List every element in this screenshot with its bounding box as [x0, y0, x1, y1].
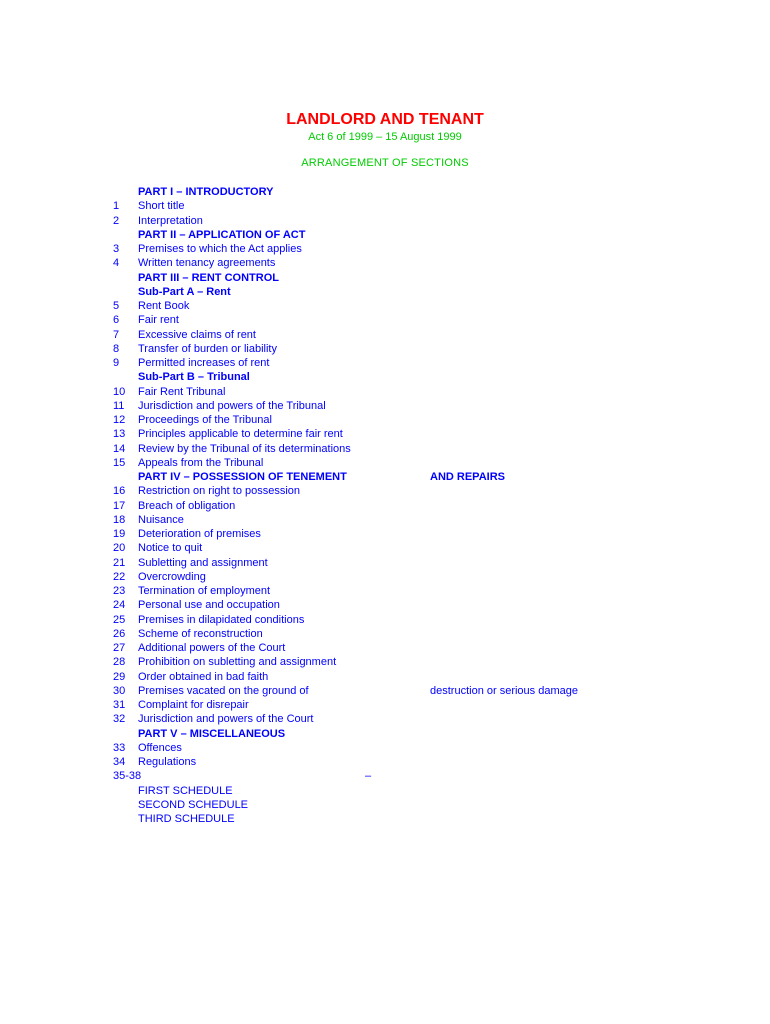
section-title: Interpretation: [138, 214, 203, 227]
section-title: PART IV – POSSESSION OF TENEMENT: [138, 471, 347, 483]
toc-section-row[interactable]: [0, 299, 770, 313]
toc-section-row[interactable]: [0, 812, 770, 826]
section-number: 10: [113, 385, 126, 398]
section-title: Appeals from the Tribunal: [138, 456, 264, 469]
section-title: Deterioration of premises: [138, 528, 261, 540]
section-title: SECOND SCHEDULE: [138, 798, 249, 811]
toc-section-row[interactable]: [0, 427, 770, 441]
section-number: 2: [113, 214, 120, 227]
toc-section-row[interactable]: [0, 214, 770, 228]
section-number: 18: [113, 513, 126, 526]
toc-section-row[interactable]: [0, 556, 770, 570]
section-title: Subletting and assignment: [138, 556, 268, 569]
toc-section-row[interactable]: [0, 712, 770, 726]
section-title: Order obtained in bad faith: [138, 670, 269, 683]
table-of-contents: [0, 185, 770, 826]
section-number: 28: [113, 656, 126, 669]
section-number: 20: [113, 542, 126, 555]
toc-section-row[interactable]: [0, 755, 770, 769]
toc-part-heading[interactable]: [0, 185, 770, 199]
toc-part-heading[interactable]: [0, 285, 770, 299]
section-title: Regulations: [138, 756, 197, 768]
toc-part-heading[interactable]: [0, 228, 770, 242]
toc-section-row[interactable]: [0, 570, 770, 584]
section-number: 32: [113, 713, 126, 726]
toc-section-row[interactable]: [0, 527, 770, 541]
section-title: Nuisance: [138, 513, 184, 526]
section-title: Sub-Part B – Tribunal: [138, 371, 250, 384]
section-title: Termination of employment: [138, 585, 271, 597]
section-number: 35-38: [113, 770, 142, 783]
section-title: Principles applicable to determine fair rent: [138, 428, 343, 441]
section-number: 25: [113, 613, 126, 626]
section-title: Personal use and occupation: [138, 599, 280, 612]
toc-section-row[interactable]: [0, 242, 770, 256]
section-title: Notice to quit: [138, 542, 203, 555]
toc-section-row[interactable]: [0, 598, 770, 612]
section-title: THIRD SCHEDULE: [138, 813, 235, 825]
section-title: Permitted increases of rent: [138, 357, 270, 369]
section-title: Fair Rent Tribunal: [138, 385, 226, 398]
toc-section-row[interactable]: [0, 399, 770, 413]
toc-section-row[interactable]: [0, 513, 770, 527]
section-number: 13: [113, 428, 126, 441]
section-number: 34: [113, 756, 126, 768]
toc-section-row[interactable]: [0, 199, 770, 213]
section-number: 17: [113, 499, 126, 512]
section-number: 16: [113, 485, 126, 498]
section-title: Transfer of burden or liability: [138, 342, 277, 355]
toc-section-row[interactable]: [0, 499, 770, 513]
section-title: Jurisdiction and powers of the Tribunal: [138, 399, 326, 412]
toc-part-heading[interactable]: [0, 370, 770, 384]
toc-section-row[interactable]: [0, 328, 770, 342]
section-title: Offences: [138, 741, 182, 754]
section-number: 23: [113, 585, 126, 597]
section-number: 27: [113, 642, 126, 654]
section-number: 22: [113, 570, 126, 583]
arrangement-heading: ARRANGEMENT OF SECTIONS: [301, 157, 469, 169]
section-title-continuation: AND REPAIRS: [430, 471, 505, 483]
toc-section-row[interactable]: [0, 342, 770, 356]
section-title: Jurisdiction and powers of the Court: [138, 713, 314, 726]
section-number: 21: [113, 556, 126, 569]
section-title: PART V – MISCELLANEOUS: [138, 727, 286, 740]
toc-section-row[interactable]: [0, 456, 770, 470]
section-title-continuation: destruction or serious damage: [430, 684, 578, 697]
section-title: Written tenancy agreements: [138, 257, 276, 270]
section-number: 33: [113, 741, 126, 754]
toc-section-row[interactable]: [0, 442, 770, 456]
toc-section-row[interactable]: [0, 541, 770, 555]
section-number: 15: [113, 456, 126, 469]
toc-section-row[interactable]: [0, 313, 770, 327]
section-number: 11: [113, 399, 125, 412]
section-title: Premises vacated on the ground of: [138, 684, 309, 697]
section-number: 26: [113, 627, 126, 640]
section-number: 7: [113, 328, 120, 341]
section-number: 30: [113, 684, 126, 697]
section-title: FIRST SCHEDULE: [138, 784, 233, 797]
section-number: 6: [113, 314, 120, 327]
toc-section-row[interactable]: [0, 655, 770, 669]
toc-section-row[interactable]: [0, 769, 770, 783]
section-title: Complaint for disrepair: [138, 699, 249, 711]
toc-section-row[interactable]: [0, 256, 770, 270]
section-title: Prohibition on subletting and assignment: [138, 656, 337, 669]
dash-separator: –: [365, 770, 372, 783]
section-number: 4: [113, 257, 120, 270]
section-title: Scheme of reconstruction: [138, 627, 263, 640]
toc-section-row[interactable]: [0, 584, 770, 598]
section-number: 31: [113, 699, 126, 711]
section-title: Additional powers of the Court: [138, 642, 286, 654]
section-title: PART I – INTRODUCTORY: [138, 186, 274, 198]
section-title: PART III – RENT CONTROL: [138, 271, 279, 284]
toc-part-heading[interactable]: [0, 470, 770, 484]
toc-section-row[interactable]: [0, 741, 770, 755]
toc-section-row[interactable]: [0, 670, 770, 684]
section-title: Premises to which the Act applies: [138, 243, 302, 255]
section-title: Short title: [138, 200, 185, 213]
section-number: 5: [113, 300, 120, 312]
section-title: Overcrowding: [138, 570, 206, 583]
section-title: Proceedings of the Tribunal: [138, 414, 272, 426]
act-subtitle: Act 6 of 1999 – 15 August 1999: [308, 131, 462, 143]
document-title: LANDLORD AND TENANT: [286, 111, 484, 128]
toc-section-row[interactable]: [0, 784, 770, 798]
toc-section-row[interactable]: [0, 385, 770, 399]
toc-part-heading[interactable]: [0, 727, 770, 741]
toc-section-row[interactable]: [0, 627, 770, 641]
section-title: Premises in dilapidated conditions: [138, 613, 305, 626]
section-number: 8: [113, 342, 120, 355]
section-title: Fair rent: [138, 314, 179, 327]
section-number: 24: [113, 599, 126, 612]
toc-section-row[interactable]: [0, 698, 770, 712]
section-number: 19: [113, 528, 126, 540]
toc-part-heading[interactable]: [0, 271, 770, 285]
section-title: Breach of obligation: [138, 499, 236, 512]
section-title: Rent Book: [138, 300, 190, 312]
section-title: Excessive claims of rent: [138, 328, 256, 341]
section-number: 12: [113, 414, 126, 426]
toc-section-row[interactable]: [0, 641, 770, 655]
toc-section-row[interactable]: [0, 613, 770, 627]
toc-section-row[interactable]: [0, 413, 770, 427]
section-number: 29: [113, 670, 126, 683]
section-title: Restriction on right to possession: [138, 485, 301, 498]
section-number: 14: [113, 442, 126, 455]
section-title: Sub-Part A – Rent: [138, 285, 231, 298]
section-number: 3: [113, 243, 120, 255]
toc-section-row[interactable]: [0, 798, 770, 812]
section-title: PART II – APPLICATION OF ACT: [138, 228, 306, 241]
section-number: 1: [113, 200, 120, 213]
section-number: 9: [113, 357, 120, 369]
section-title: Review by the Tribunal of its determinations: [138, 442, 351, 455]
toc-section-row[interactable]: [0, 356, 770, 370]
toc-section-row[interactable]: [0, 684, 770, 698]
toc-section-row[interactable]: [0, 484, 770, 498]
